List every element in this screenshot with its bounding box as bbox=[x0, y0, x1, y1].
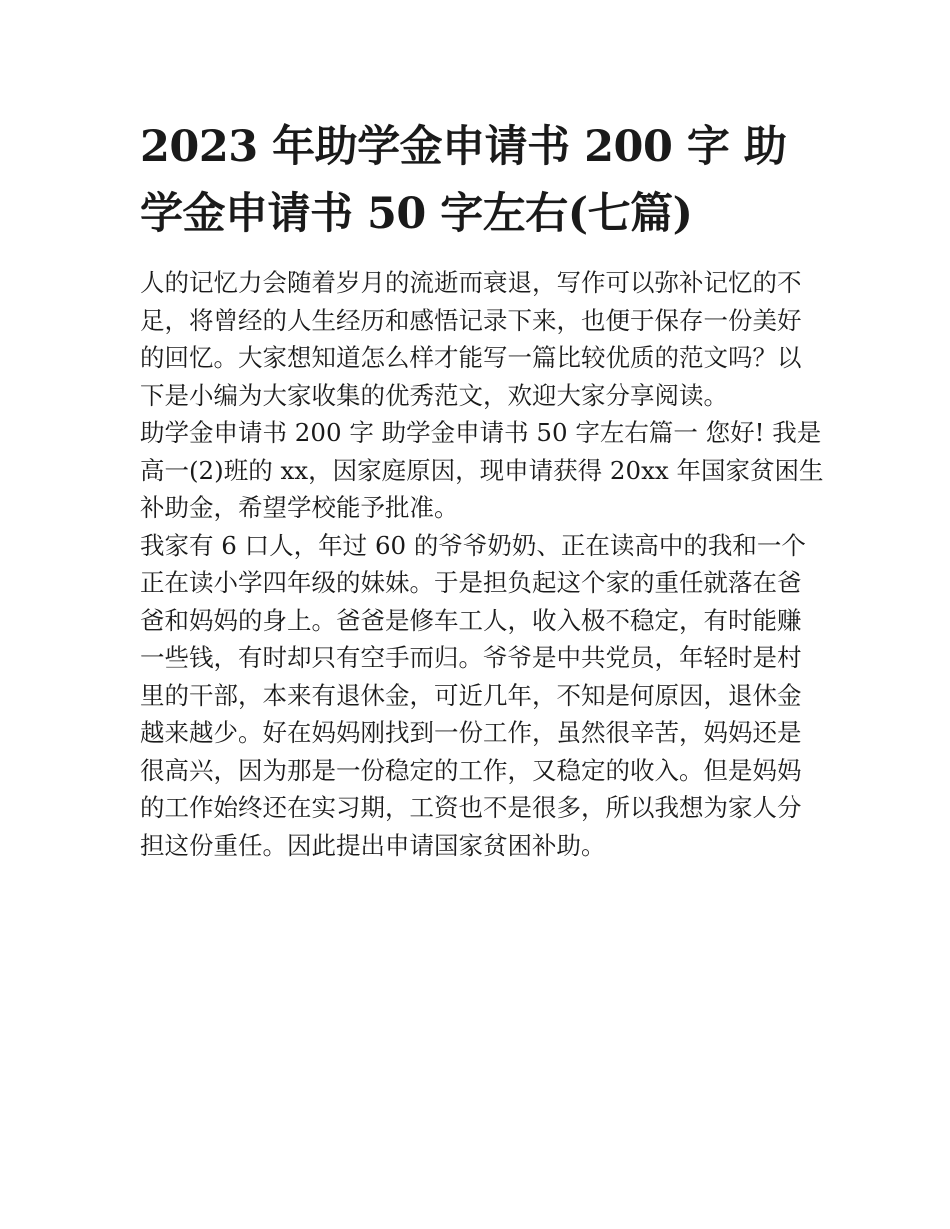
family-situation-paragraph bbox=[140, 527, 812, 865]
application-opening-paragraph bbox=[140, 414, 824, 527]
paragraph-line: 的回忆。大家想知道怎么样才能写一篇比较优质的范文吗？以 bbox=[140, 343, 802, 372]
paragraph-line: 下是小编为大家收集的优秀范文，欢迎大家分享阅读。 bbox=[140, 380, 728, 410]
intro-paragraph bbox=[140, 264, 812, 414]
paragraph-line: 的工作始终还在实习期，工资也不是很多，所以我想为家人分 bbox=[140, 793, 802, 822]
document-title bbox=[140, 114, 812, 248]
paragraph-line: 助学金申请书 200 字 助学金申请书 50 字左右篇一 您好! 我是 bbox=[140, 418, 822, 447]
paragraph-line: 爸和妈妈的身上。爸爸是修车工人，收入极不稳定，有时能赚 bbox=[140, 605, 802, 635]
title-line: 2023 年助学金申请书 200 字 助 bbox=[140, 122, 787, 172]
paragraph-line: 补助金，希望学校能予批准。 bbox=[140, 493, 459, 522]
paragraph-line: 正在读小学四年级的妹妹。于是担负起这个家的重任就落在爸 bbox=[140, 568, 802, 597]
paragraph-line: 担这份重任。因此提出申请国家贫困补助。 bbox=[140, 830, 606, 860]
paragraph-line: 我家有 6 口人，年过 60 的爷爷奶奶、正在读高中的我和一个 bbox=[140, 530, 806, 560]
paragraph-line: 足，将曾经的人生经历和感悟记录下来，也便于保存一份美好 bbox=[140, 305, 802, 335]
title-line: 学金申请书 50 字左右(七篇) bbox=[140, 189, 693, 239]
paragraph-line: 高一(2)班的 xx，因家庭原因，现申请获得 20xx 年国家贫困生 bbox=[140, 455, 824, 485]
paragraph-line: 人的记忆力会随着岁月的流逝而衰退，写作可以弥补记忆的不 bbox=[140, 268, 802, 297]
paragraph-line: 越来越少。好在妈妈刚找到一份工作，虽然很辛苦，妈妈还是 bbox=[140, 718, 802, 747]
paragraph-line: 一些钱，有时却只有空手而归。爷爷是中共党员，年轻时是村 bbox=[140, 643, 802, 672]
paragraph-line: 里的干部，本来有退休金，可近几年，不知是何原因，退休金 bbox=[140, 680, 802, 710]
document-page bbox=[140, 114, 824, 864]
paragraph-line: 很高兴，因为那是一份稳定的工作，又稳定的收入。但是妈妈 bbox=[140, 755, 802, 785]
